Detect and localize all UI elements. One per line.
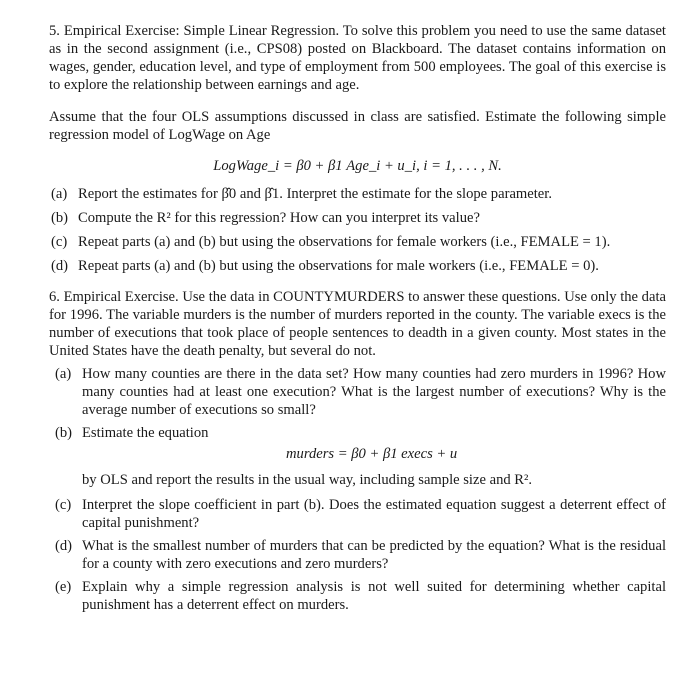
part-text: Estimate the equation: [82, 425, 209, 441]
part-text: Compute the R² for this regression? How can you interpret its value?: [78, 210, 480, 226]
ex5-assumption: Assume that the four OLS assumptions discussed in class are satisfied. Estimate the following simple regression model of LogWage on Age: [49, 109, 666, 143]
part-text: Interpret the slope coefficient in part (b). Does the estimated equation suggest a deterrent effect of capital punishment?: [82, 497, 666, 531]
ex5-intro: 5. Empirical Exercise: Simple Linear Regression. To solve this problem you need to use the same dataset as in the second assignment (i.e., CPS08) posted on Blackboard. The dataset contains information on wages, gender, education level, and type of employment from 500 employees. The goal of this exercise is to explore the relationship between earnings and age.: [49, 23, 666, 93]
part-label: (c): [51, 234, 68, 250]
ex6-parts-list-cont: [49, 496, 666, 614]
part-label: (a): [51, 186, 68, 202]
part-text: What is the smallest number of murders that can be predicted by the equation? What is the residual for a county with zero executions and zero murders?: [82, 538, 666, 572]
ex6-parts-list: [49, 365, 666, 442]
ex5-part-a: [49, 185, 666, 203]
ex5-parts-list: [49, 185, 666, 275]
part-text: How many counties are there in the data set? How many counties had zero murders in 1996? How many counties had at least one execution? What is the largest number of executions? Why is the average number of executions so small?: [82, 366, 666, 418]
part-label: (c): [55, 497, 72, 513]
part-label: (d): [55, 538, 73, 554]
ex5-regression-equation: LogWage_i = β0 + β1 Age_i + u_i, i = 1, . . . , N.: [213, 158, 502, 174]
part-text: Explain why a simple regression analysis is not well suited for determining whether capital punishment has a deterrent effect on murders.: [82, 579, 666, 613]
part-label: (a): [55, 366, 72, 382]
part-label: (b): [55, 425, 73, 441]
ex5-part-b: [49, 209, 666, 227]
ex6-part-b: [49, 424, 666, 442]
ex6-part-e: [49, 578, 666, 614]
ex5-part-d: [49, 257, 666, 275]
ex6-intro: 6. Empirical Exercise. Use the data in COUNTYMURDERS to answer these questions. Use only the data for 1996. The variable murders is the number of murders reported in the county. The variable execs is the number of executions that took place of people sentences to deadth in a given county. Most states in the United States have the death penalty, but several do not.: [49, 289, 666, 359]
part-label: (b): [51, 210, 69, 226]
ex5-part-c: [49, 233, 666, 251]
part-text: Repeat parts (a) and (b) but using the observations for male workers (i.e., FEMALE = 0).: [78, 258, 599, 274]
part-text: Report the estimates for β̂0 and β̂1. Interpret the estimate for the slope parameter.: [78, 186, 552, 202]
ex6-regression-equation: murders = β0 + β1 execs + u: [286, 446, 458, 462]
ex6-part-c: [49, 496, 666, 532]
ex6-part-b-followup: by OLS and report the results in the usual way, including sample size and R².: [82, 472, 533, 488]
ex6-part-a: [49, 365, 666, 419]
part-label: (d): [51, 258, 69, 274]
part-text: Repeat parts (a) and (b) but using the observations for female workers (i.e., FEMALE = 1).: [78, 234, 611, 250]
part-label: (e): [55, 579, 72, 595]
ex6-part-d: [49, 537, 666, 573]
